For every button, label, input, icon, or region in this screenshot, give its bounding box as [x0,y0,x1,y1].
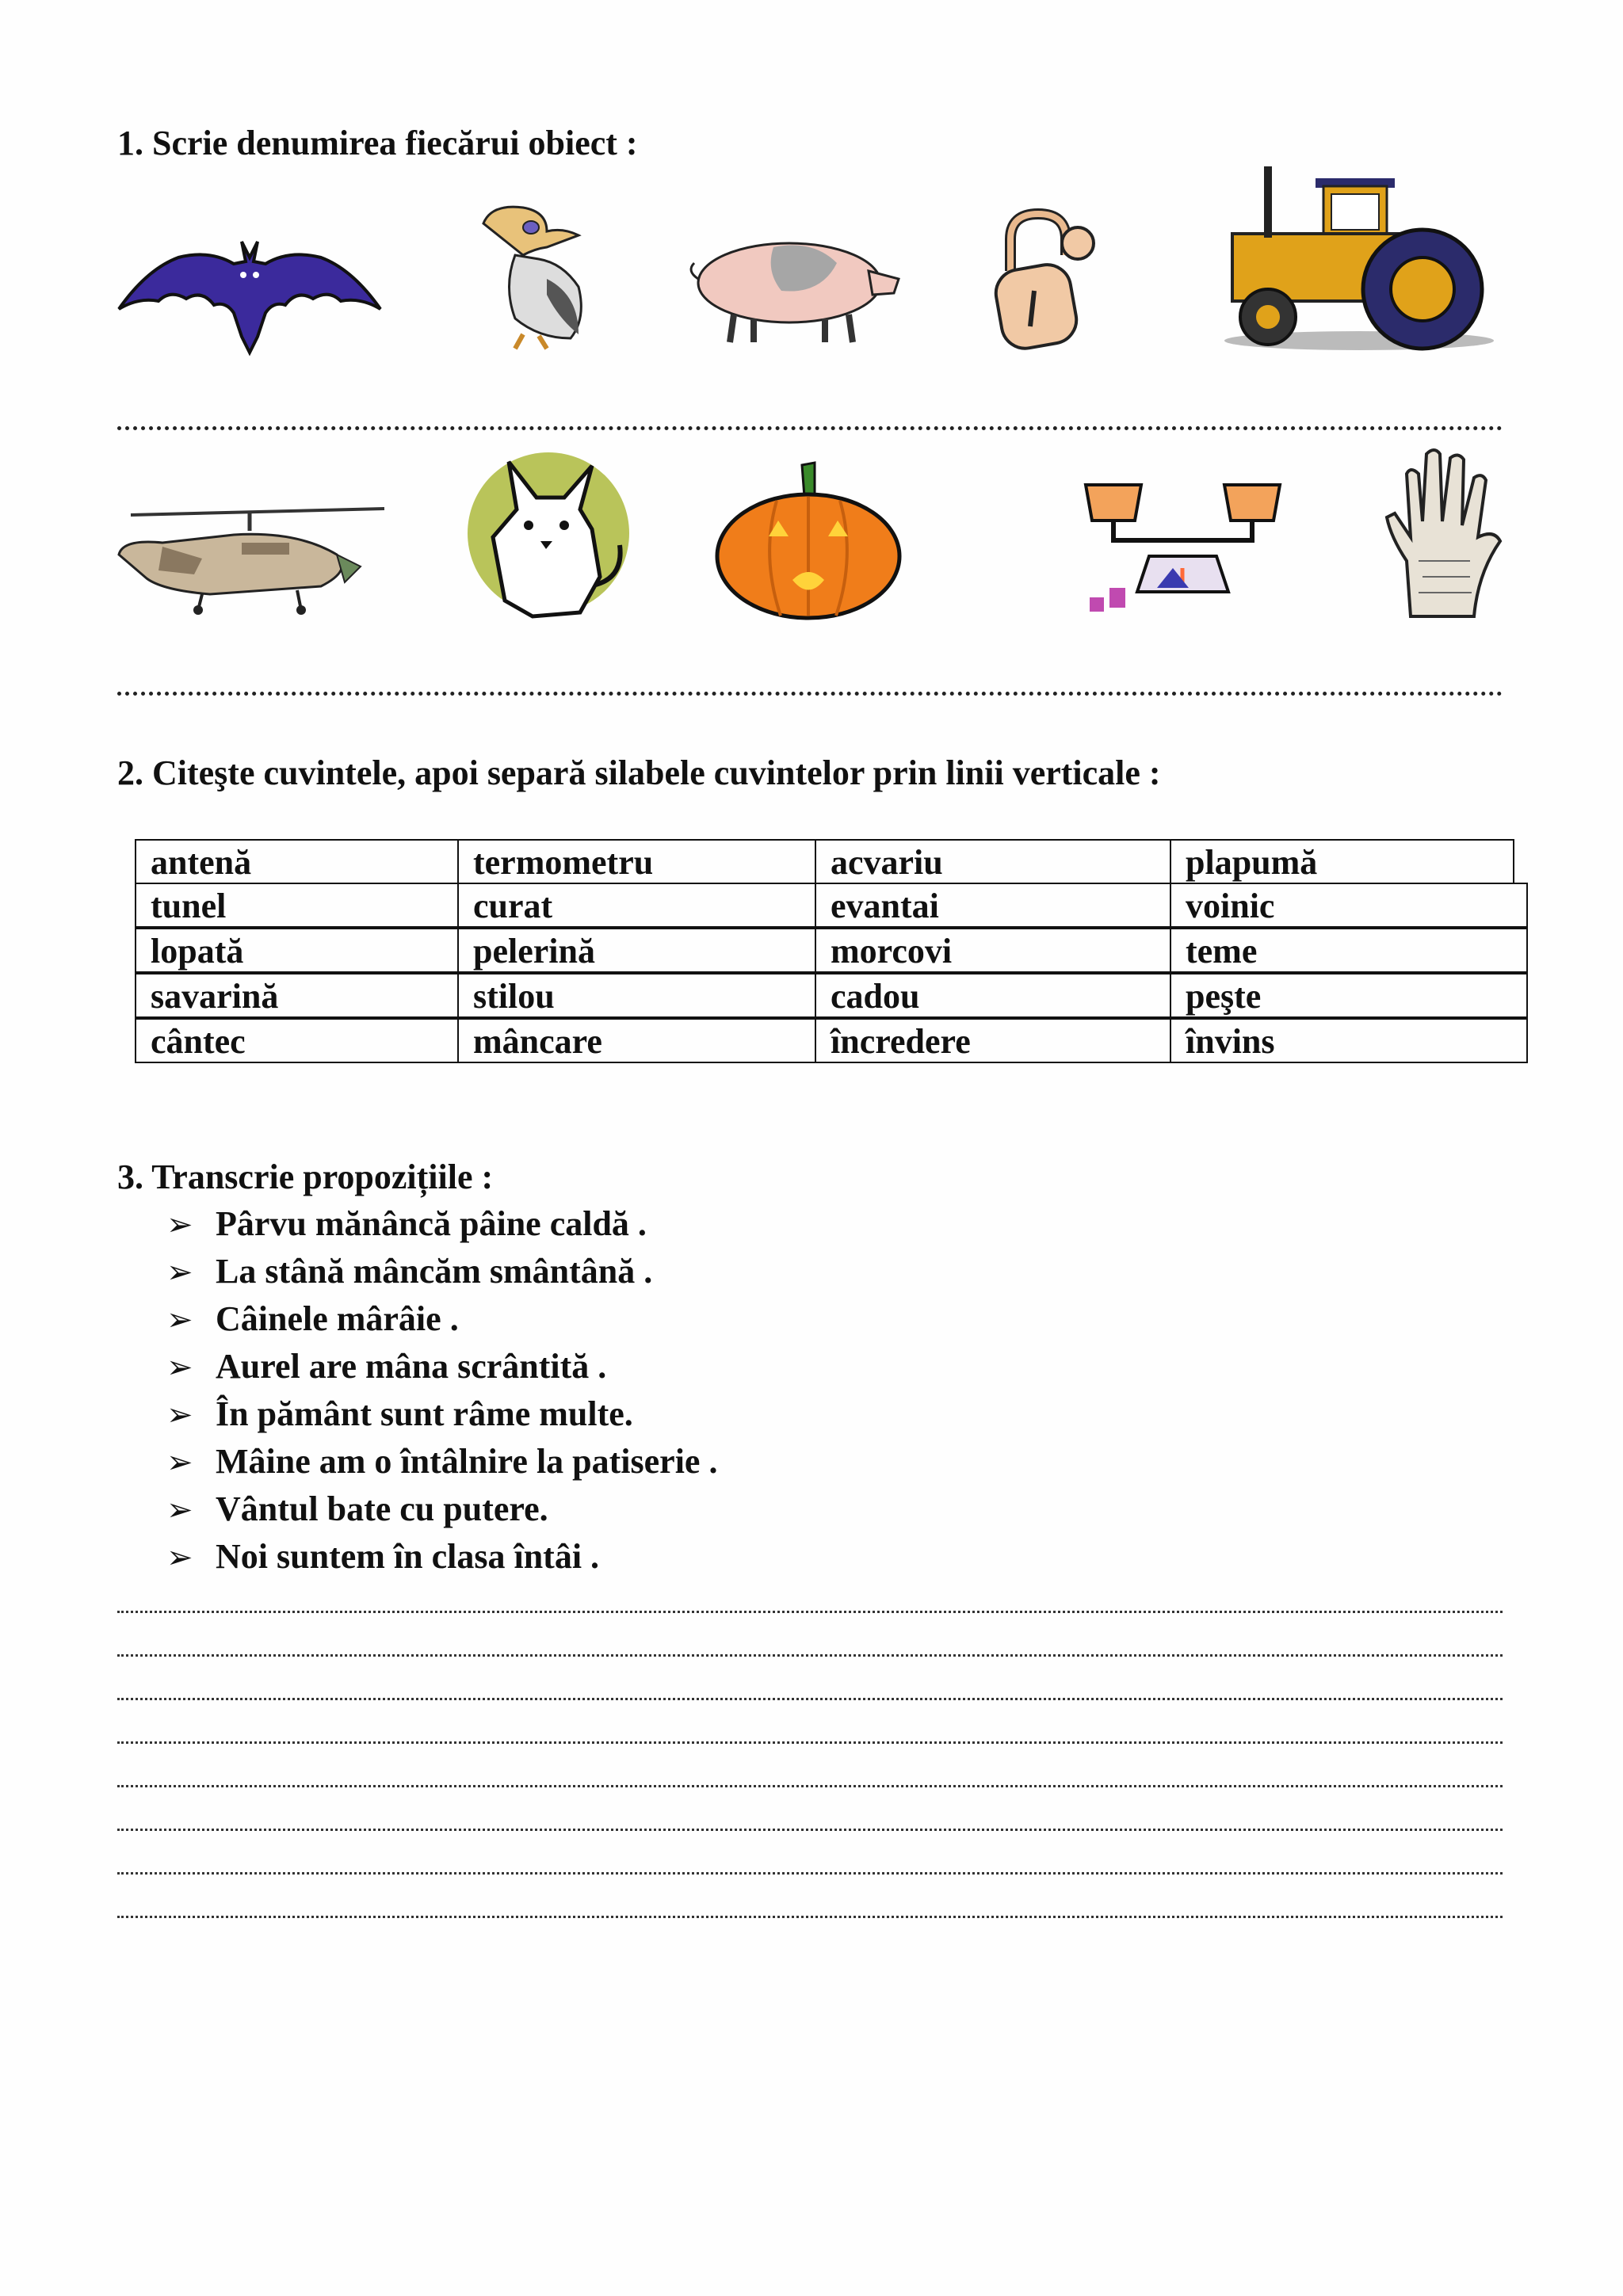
table-cell[interactable]: curat [459,884,816,926]
table-cell[interactable]: cântec [136,1020,459,1062]
sentence-text: Mâine am o întâlnire la patiserie . [216,1442,718,1481]
padlock-icon [987,208,1106,352]
table-cell[interactable]: teme [1186,932,1258,971]
table-cell[interactable]: plapumă [1186,843,1318,882]
sentence-text: Aurel are mâna scrântită . [216,1347,607,1386]
sentence-text: Noi suntem în clasa întâi . [216,1537,600,1576]
table-cell[interactable]: învins [1186,1022,1275,1061]
pig-icon [686,231,902,346]
pumpkin-icon [713,461,903,620]
writing-line[interactable] [117,1916,1503,1918]
table-cell[interactable]: antenă [136,841,459,883]
list-item [166,1343,606,1390]
arrow-bullet-icon: ➢ [166,1397,193,1433]
table-cell[interactable]: stilou [459,974,816,1016]
list-item [166,1295,459,1343]
table-row [135,1018,1528,1063]
table-cell[interactable]: pelerină [459,929,816,971]
table-cell[interactable]: încredere [816,1020,1171,1062]
writing-line[interactable] [117,1785,1503,1787]
sentence-text: Vântul bate cu putere. [216,1489,548,1528]
table-cell[interactable]: peşte [1186,977,1262,1016]
answer-line[interactable] [117,692,1503,696]
table-cell[interactable]: voinic [1186,887,1275,925]
table-cell[interactable]: cadou [816,974,1171,1016]
helicopter-icon [115,507,388,618]
arrow-bullet-icon: ➢ [166,1349,193,1386]
sentence-text: Pârvu mănâncă pâine caldă . [216,1204,647,1243]
hand-icon [1383,442,1502,620]
table-cell[interactable]: tunel [136,884,459,926]
table-row [135,928,1528,973]
pelican-icon [460,200,602,352]
balance-scale-icon [1070,477,1296,618]
bat-icon [115,226,384,353]
list-item [166,1200,647,1248]
section1-heading: 1. Scrie denumirea fiecărui obiect : [117,124,638,162]
list-item [166,1486,548,1533]
cat-icon [461,442,634,620]
writing-line[interactable] [117,1829,1503,1831]
sentence-text: Câinele mârâie . [216,1299,459,1338]
table-cell[interactable]: termometru [459,841,816,883]
writing-line[interactable] [117,1872,1503,1875]
arrow-bullet-icon: ➢ [166,1207,193,1243]
list-item [166,1248,652,1295]
table-cell[interactable]: savarină [136,974,459,1016]
arrow-bullet-icon: ➢ [166,1302,193,1338]
writing-line[interactable] [117,1654,1503,1657]
table-cell[interactable]: evantai [816,884,1171,926]
table-cell[interactable]: lopată [136,929,459,971]
list-item [166,1533,599,1581]
answer-line[interactable] [117,426,1503,430]
list-item [166,1438,717,1486]
writing-line[interactable] [117,1741,1503,1744]
sentence-text: În pământ sunt râme multe. [216,1394,633,1433]
list-item [166,1390,633,1438]
arrow-bullet-icon: ➢ [166,1444,193,1481]
table-row [135,883,1528,928]
tractor-icon [1216,162,1494,353]
writing-line[interactable] [117,1698,1503,1700]
table-row [135,973,1528,1018]
table-row [135,839,1514,884]
arrow-bullet-icon: ➢ [166,1254,193,1291]
table-cell[interactable]: acvariu [816,841,1171,883]
writing-line[interactable] [117,1611,1503,1613]
arrow-bullet-icon: ➢ [166,1492,193,1528]
arrow-bullet-icon: ➢ [166,1539,193,1576]
section3-heading: 3. Transcrie propozițiile : [117,1158,494,1196]
sentence-text: La stână mâncăm smântână . [216,1252,653,1291]
section2-heading: 2. Citeşte cuvintele, apoi separă silabele cuvintelor prin linii verticale : [117,753,1161,792]
table-cell[interactable]: morcovi [816,929,1171,971]
table-cell[interactable]: mâncare [459,1020,816,1062]
